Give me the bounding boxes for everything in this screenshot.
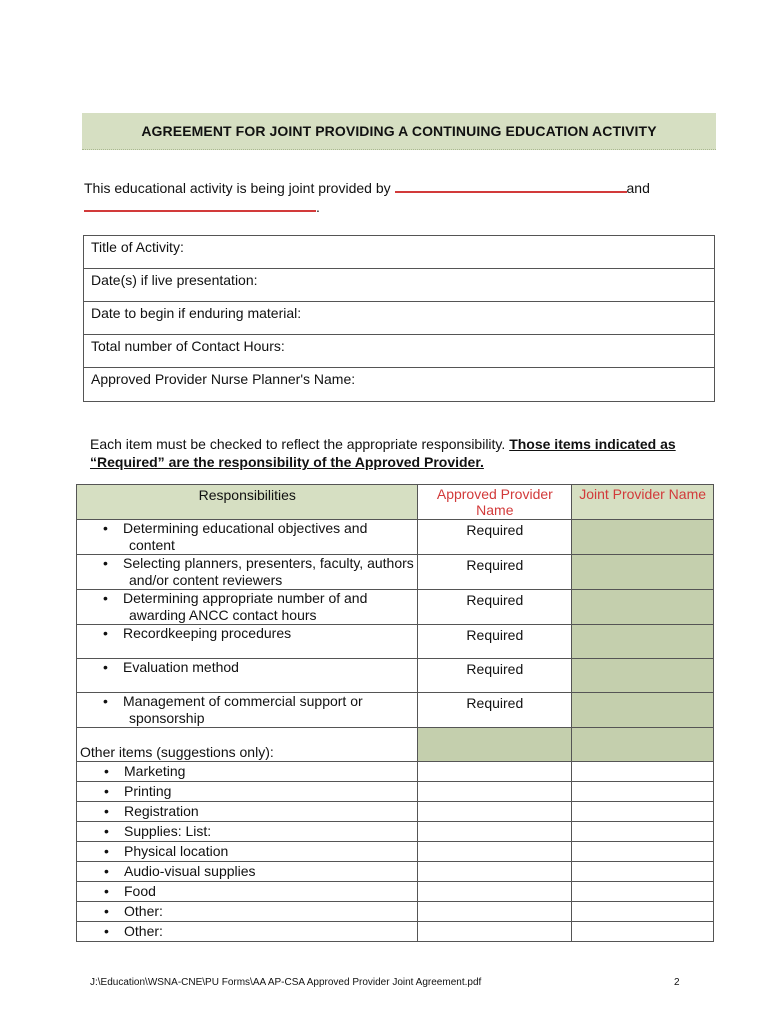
other-item-label: Physical location bbox=[124, 843, 229, 859]
responsibility-table bbox=[76, 484, 714, 942]
list-item bbox=[77, 882, 714, 902]
row-label-cont: awarding ANCC contact hours bbox=[129, 607, 317, 623]
approved-cell: Required bbox=[418, 659, 572, 693]
bullet-icon: • bbox=[104, 923, 109, 939]
bullet-icon: • bbox=[104, 863, 109, 879]
list-item bbox=[77, 822, 714, 842]
table-row bbox=[77, 520, 714, 555]
joint-cell[interactable] bbox=[572, 902, 714, 922]
intro-paragraph bbox=[84, 178, 704, 216]
joint-cell[interactable] bbox=[572, 802, 714, 822]
approved-cell: Required bbox=[418, 625, 572, 659]
intro-and: and bbox=[626, 180, 650, 196]
instructions bbox=[90, 435, 690, 471]
table-row bbox=[77, 590, 714, 625]
bullet-icon: • bbox=[104, 763, 109, 779]
info-hours-label: Total number of Contact Hours: bbox=[91, 338, 285, 354]
joint-cell[interactable] bbox=[572, 822, 714, 842]
info-dates-row[interactable] bbox=[84, 269, 714, 302]
joint-cell[interactable] bbox=[572, 590, 714, 625]
joint-cell[interactable] bbox=[572, 520, 714, 555]
header-joint-provider: Joint Provider Name bbox=[572, 485, 714, 520]
bullet-icon: • bbox=[104, 883, 109, 899]
bullet-icon: • bbox=[103, 693, 108, 709]
info-enduring-row[interactable] bbox=[84, 302, 714, 335]
approved-cell[interactable] bbox=[418, 762, 572, 782]
approved-cell[interactable] bbox=[418, 822, 572, 842]
joint-cell[interactable] bbox=[572, 782, 714, 802]
bullet-icon: • bbox=[104, 783, 109, 799]
form-title: AGREEMENT FOR JOINT PROVIDING A CONTINUING EDUCATION ACTIVITY bbox=[82, 113, 716, 150]
joint-cell[interactable] bbox=[572, 882, 714, 902]
joint-cell[interactable] bbox=[572, 659, 714, 693]
row-label-cont: sponsorship bbox=[129, 710, 205, 726]
info-dates-label: Date(s) if live presentation: bbox=[91, 272, 258, 288]
footer-file-path: J:\Education\WSNA-CNE\PU Forms\AA AP-CSA Approved Provider Joint Agreement.pdf bbox=[90, 977, 482, 988]
instructions-emphasis: Those items indicated as “Required” are the responsibility of the Approved Provider. bbox=[90, 436, 676, 470]
info-title-row[interactable] bbox=[84, 236, 714, 269]
other-item-label: Audio-visual supplies bbox=[124, 863, 256, 879]
approved-cell[interactable] bbox=[418, 802, 572, 822]
list-item bbox=[77, 862, 714, 882]
row-label-cont: content bbox=[129, 537, 175, 553]
info-enduring-label: Date to begin if enduring material: bbox=[91, 305, 302, 321]
joint-cell[interactable] bbox=[572, 922, 714, 942]
joint-cell[interactable] bbox=[572, 862, 714, 882]
bullet-icon: • bbox=[104, 903, 109, 919]
instructions-text: Each item must be checked to reflect the appropriate responsibility. bbox=[90, 436, 506, 452]
other-item-label: Other: bbox=[124, 903, 163, 919]
other-items-heading-row bbox=[77, 728, 714, 762]
bullet-icon: • bbox=[104, 823, 109, 839]
bullet-icon: • bbox=[103, 590, 108, 606]
approved-cell: Required bbox=[418, 555, 572, 590]
row-label: Evaluation method bbox=[123, 659, 239, 675]
approved-cell: Required bbox=[418, 520, 572, 555]
other-item-label: Supplies: List: bbox=[124, 823, 212, 839]
list-item bbox=[77, 842, 714, 862]
info-hours-row[interactable] bbox=[84, 335, 714, 368]
bullet-icon: • bbox=[103, 625, 108, 641]
joint-cell[interactable] bbox=[572, 728, 714, 762]
approved-cell[interactable] bbox=[418, 782, 572, 802]
bullet-icon: • bbox=[103, 520, 108, 536]
footer-page-number: 2 bbox=[674, 977, 680, 988]
other-item-label: Food bbox=[124, 883, 156, 899]
row-label: Determining educational objectives and bbox=[123, 520, 368, 536]
approved-cell[interactable] bbox=[418, 728, 572, 762]
other-item-label: Other: bbox=[124, 923, 163, 939]
row-label-cont: and/or content reviewers bbox=[129, 572, 283, 588]
list-item bbox=[77, 782, 714, 802]
info-planner-row[interactable] bbox=[84, 368, 714, 401]
intro-period: . bbox=[316, 199, 320, 215]
table-row bbox=[77, 693, 714, 728]
activity-info-table bbox=[83, 235, 715, 402]
info-planner-label: Approved Provider Nurse Planner's Name: bbox=[91, 371, 356, 387]
joint-cell[interactable] bbox=[572, 762, 714, 782]
list-item bbox=[77, 902, 714, 922]
other-items-heading: Other items (suggestions only): bbox=[77, 728, 418, 762]
provider-name-blank-2[interactable] bbox=[84, 197, 316, 212]
row-label: Selecting planners, presenters, faculty, authors bbox=[123, 555, 414, 571]
approved-cell[interactable] bbox=[418, 842, 572, 862]
joint-cell[interactable] bbox=[572, 555, 714, 590]
intro-text: This educational activity is being joint provided by bbox=[84, 180, 391, 196]
list-item bbox=[77, 762, 714, 782]
table-row bbox=[77, 625, 714, 659]
other-item-label: Marketing bbox=[124, 763, 186, 779]
joint-cell[interactable] bbox=[572, 842, 714, 862]
info-title-label: Title of Activity: bbox=[91, 239, 184, 255]
bullet-icon: • bbox=[103, 659, 108, 675]
approved-cell: Required bbox=[418, 590, 572, 625]
table-row bbox=[77, 555, 714, 590]
row-label: Determining appropriate number of and bbox=[123, 590, 368, 606]
joint-cell[interactable] bbox=[572, 625, 714, 659]
bullet-icon: • bbox=[104, 803, 109, 819]
header-responsibilities: Responsibilities bbox=[77, 485, 418, 520]
other-item-label: Registration bbox=[124, 803, 199, 819]
approved-cell[interactable] bbox=[418, 862, 572, 882]
bullet-icon: • bbox=[104, 843, 109, 859]
bullet-icon: • bbox=[103, 555, 108, 571]
other-item-label: Printing bbox=[124, 783, 172, 799]
approved-cell[interactable] bbox=[418, 922, 572, 942]
provider-name-blank-1[interactable] bbox=[395, 178, 627, 193]
list-item bbox=[77, 922, 714, 942]
approved-cell[interactable] bbox=[418, 882, 572, 902]
row-label: Management of commercial support or bbox=[123, 693, 363, 709]
row-label: Recordkeeping procedures bbox=[123, 625, 292, 641]
table-row bbox=[77, 659, 714, 693]
approved-cell[interactable] bbox=[418, 902, 572, 922]
joint-cell[interactable] bbox=[572, 693, 714, 728]
header-approved-provider: Approved Provider Name bbox=[418, 485, 572, 520]
approved-cell: Required bbox=[418, 693, 572, 728]
list-item bbox=[77, 802, 714, 822]
